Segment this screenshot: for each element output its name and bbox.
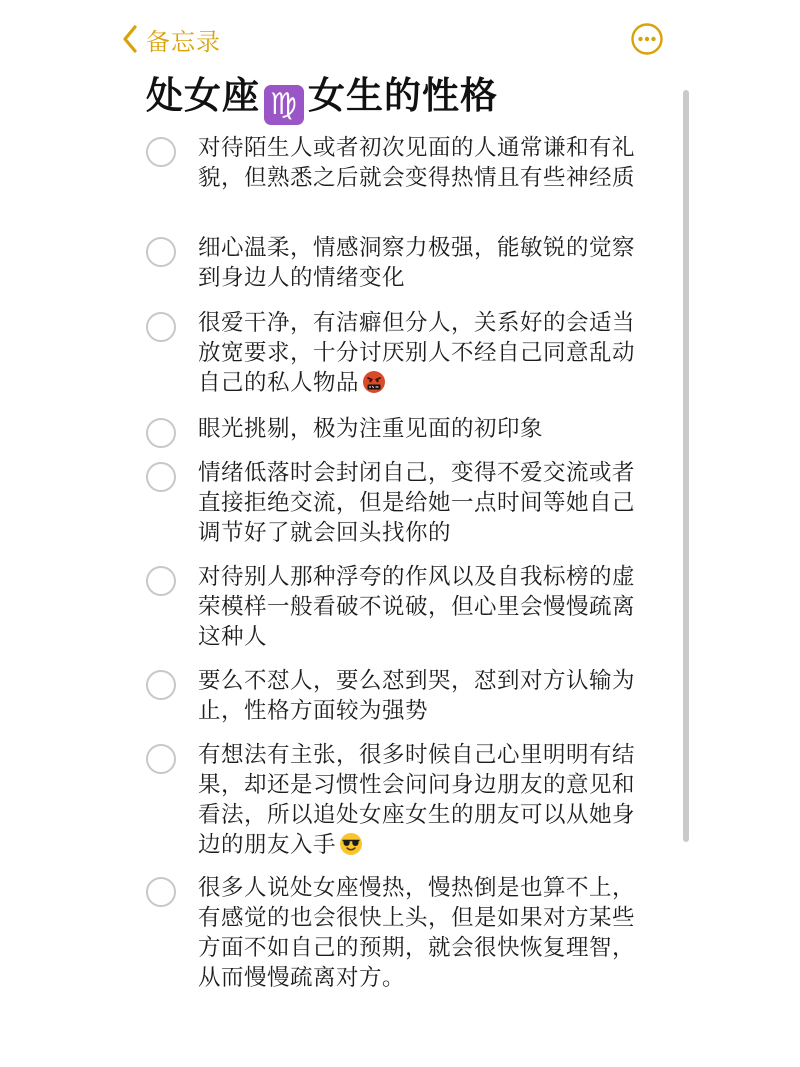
back-label: 备忘录 xyxy=(146,27,221,56)
checklist-item-text[interactable] xyxy=(198,562,648,652)
more-options-button[interactable] xyxy=(630,22,664,56)
checklist-item-label: 眼光挑剔，极为注重见面的初印象 xyxy=(198,416,544,442)
checklist-item-label: 情绪低落时会封闭自己，变得不爱交流或者直接拒绝交流，但是给她一点时间等她自己调节好了就会回头找你的 xyxy=(198,460,636,546)
checklist-item-text[interactable] xyxy=(198,740,648,860)
checklist-item-label: 很多人说处女座慢热，慢热倒是也算不上，有感觉的也会很快上头，但是如果对方某些方面不如自己的预期，就会很快恢复理智，从而慢慢疏离对方。 xyxy=(198,875,636,991)
checkbox-circle[interactable] xyxy=(146,237,176,267)
back-button[interactable] xyxy=(122,22,221,56)
checkbox-circle[interactable] xyxy=(146,137,176,167)
checkbox-circle[interactable] xyxy=(146,462,176,492)
checklist-item-text[interactable] xyxy=(198,458,648,548)
note-title[interactable] xyxy=(146,70,498,125)
virgo-emoji-icon: ♍ xyxy=(264,85,304,125)
scrollbar[interactable] xyxy=(683,90,689,842)
checkbox-circle[interactable] xyxy=(146,566,176,596)
checklist-item-text[interactable] xyxy=(198,133,648,193)
scrollbar-thumb[interactable] xyxy=(683,90,689,842)
checklist-item-text[interactable] xyxy=(198,666,648,726)
checkbox-circle[interactable] xyxy=(146,312,176,342)
checklist-item-label: 有想法有主张，很多时候自己心里明明有结果，却还是习惯性会问问身边朋友的意见和看法，所以追处女座女生的朋友可以从她身边的朋友入手 xyxy=(198,742,636,858)
checklist-item-label: 要么不怼人，要么怼到哭，怼到对方认输为止，性格方面较为强势 xyxy=(198,668,636,724)
checkbox-circle[interactable] xyxy=(146,670,176,700)
sunglasses-face-emoji xyxy=(339,832,363,856)
checklist-item-text[interactable] xyxy=(198,308,648,398)
checklist-item-label: 细心温柔，情感洞察力极强，能敏锐的觉察到身边人的情绪变化 xyxy=(198,235,636,291)
checklist-item-label: 对待别人那种浮夸的作风以及自我标榜的虚荣模样一般看破不说破，但心里会慢慢疏离这种人 xyxy=(198,564,636,650)
chevron-left-icon xyxy=(122,25,138,53)
checkbox-circle[interactable] xyxy=(146,418,176,448)
checklist-item-text[interactable] xyxy=(198,873,648,993)
checklist-item-label: 对待陌生人或者初次见面的人通常谦和有礼貌，但熟悉之后就会变得热情且有些神经质 xyxy=(198,135,636,191)
ellipsis-circle-icon xyxy=(630,22,664,56)
checklist-item-label: 很爱干净，有洁癖但分人，关系好的会适当放宽要求，十分讨厌别人不经自己同意乱动自己的私人物品 xyxy=(198,310,636,396)
checkbox-circle[interactable] xyxy=(146,877,176,907)
note-title-start: 处女座 xyxy=(146,74,260,117)
checklist-item-text[interactable] xyxy=(198,233,648,293)
checklist-item-text[interactable] xyxy=(198,414,648,444)
angry-cursing-face-emoji xyxy=(362,370,386,394)
note-title-end: 女生的性格 xyxy=(308,74,498,117)
checkbox-circle[interactable] xyxy=(146,744,176,774)
